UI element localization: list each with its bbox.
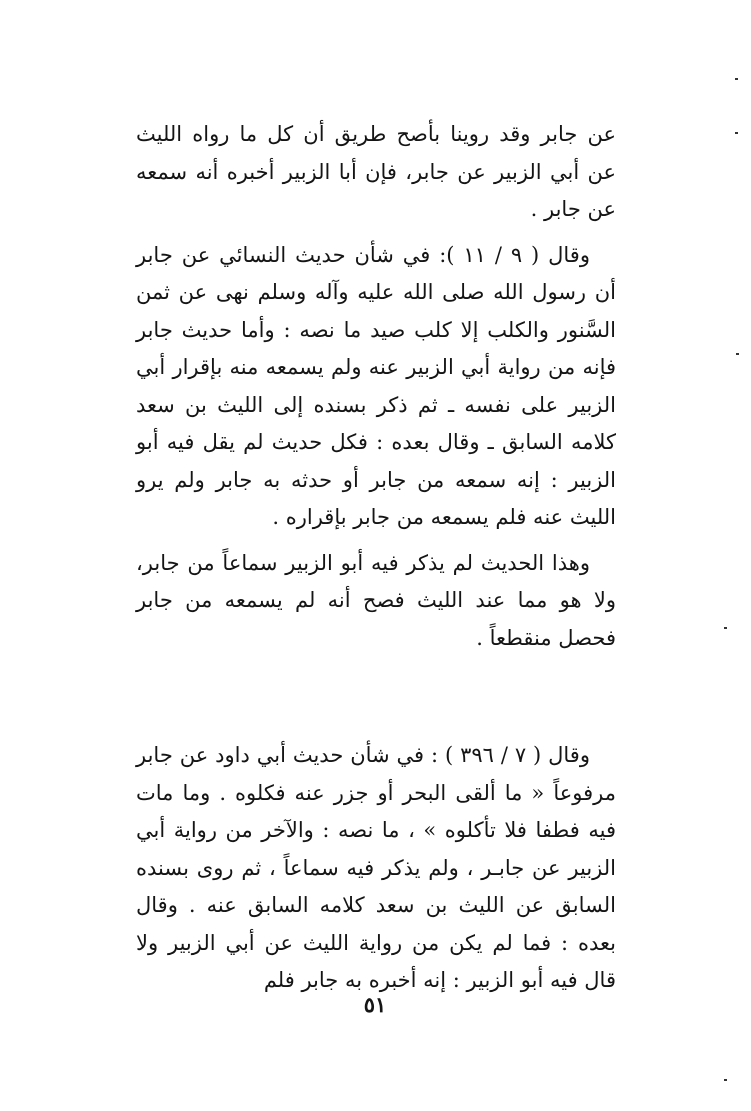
scan-speck — [724, 627, 727, 629]
paragraph: وقال ( ٩ / ١١ ): في شأن حديث النسائي عن جابر أن رسول الله صلى الله عليه وآله وسلم نهى عن ثمن السَّنور والكلب إلا كلب صيد ما نصه : وأما حديث جابر فإنه من رواية أبي الزبير عنه ولم يسمعه منه بإقرار أبي الزبير على نفسه ـ ثم ذكر بسنده إلى الليث بن سعد كلامه السابق ـ وقال بعده : فكل حديث لم يقل فيه أبو الزبير : إنه سمعه من جابر أو حدثه به جابر ولم يرو الليث عنه فلم يسمعه من جابر بإقراره . — [136, 242, 616, 529]
text-block-upper — [136, 116, 616, 657]
scan-speck — [736, 353, 739, 355]
page-number: ٥١ — [363, 992, 387, 1017]
paragraph: عن جابر وقد روينا بأصح طريق أن كل ما رواه الليث عن أبي الزبير عن جابر، فإن أبا الزبير أخبره أنه سمعه عن جابر . — [136, 122, 616, 221]
text-block-lower — [136, 737, 616, 1000]
scan-speck — [735, 132, 738, 134]
paragraph: وقال ( ٧ / ٣٩٦ ) : في شأن حديث أبي داود عن جابر مرفوعاً « ما ألقى البحر أو جزر عنه فكلوه . وما مات فيه فطفا فلا تأكلوه » ، ما نصه : والآخر من رواية أبي الزبير عن جابـر ، ولم يذكر فيه سماعاً ، ثم روى بسنده السابق عن الليث بن سعد كلامه السابق عنه . وقال بعده : فما لم يكن من رواية الليث عن أبي الزبير ولا قال فيه أبو الزبير : إنه أخبره به جابر فلم — [136, 743, 616, 992]
scan-speck — [724, 1079, 727, 1081]
paragraph: وهذا الحديث لم يذكر فيه أبو الزبير سماعاً من جابر، ولا هو مما عند الليث فصح أنه لم يسمعه من جابر فحصل منقطعاً . — [136, 550, 616, 650]
scan-speck — [735, 78, 738, 80]
